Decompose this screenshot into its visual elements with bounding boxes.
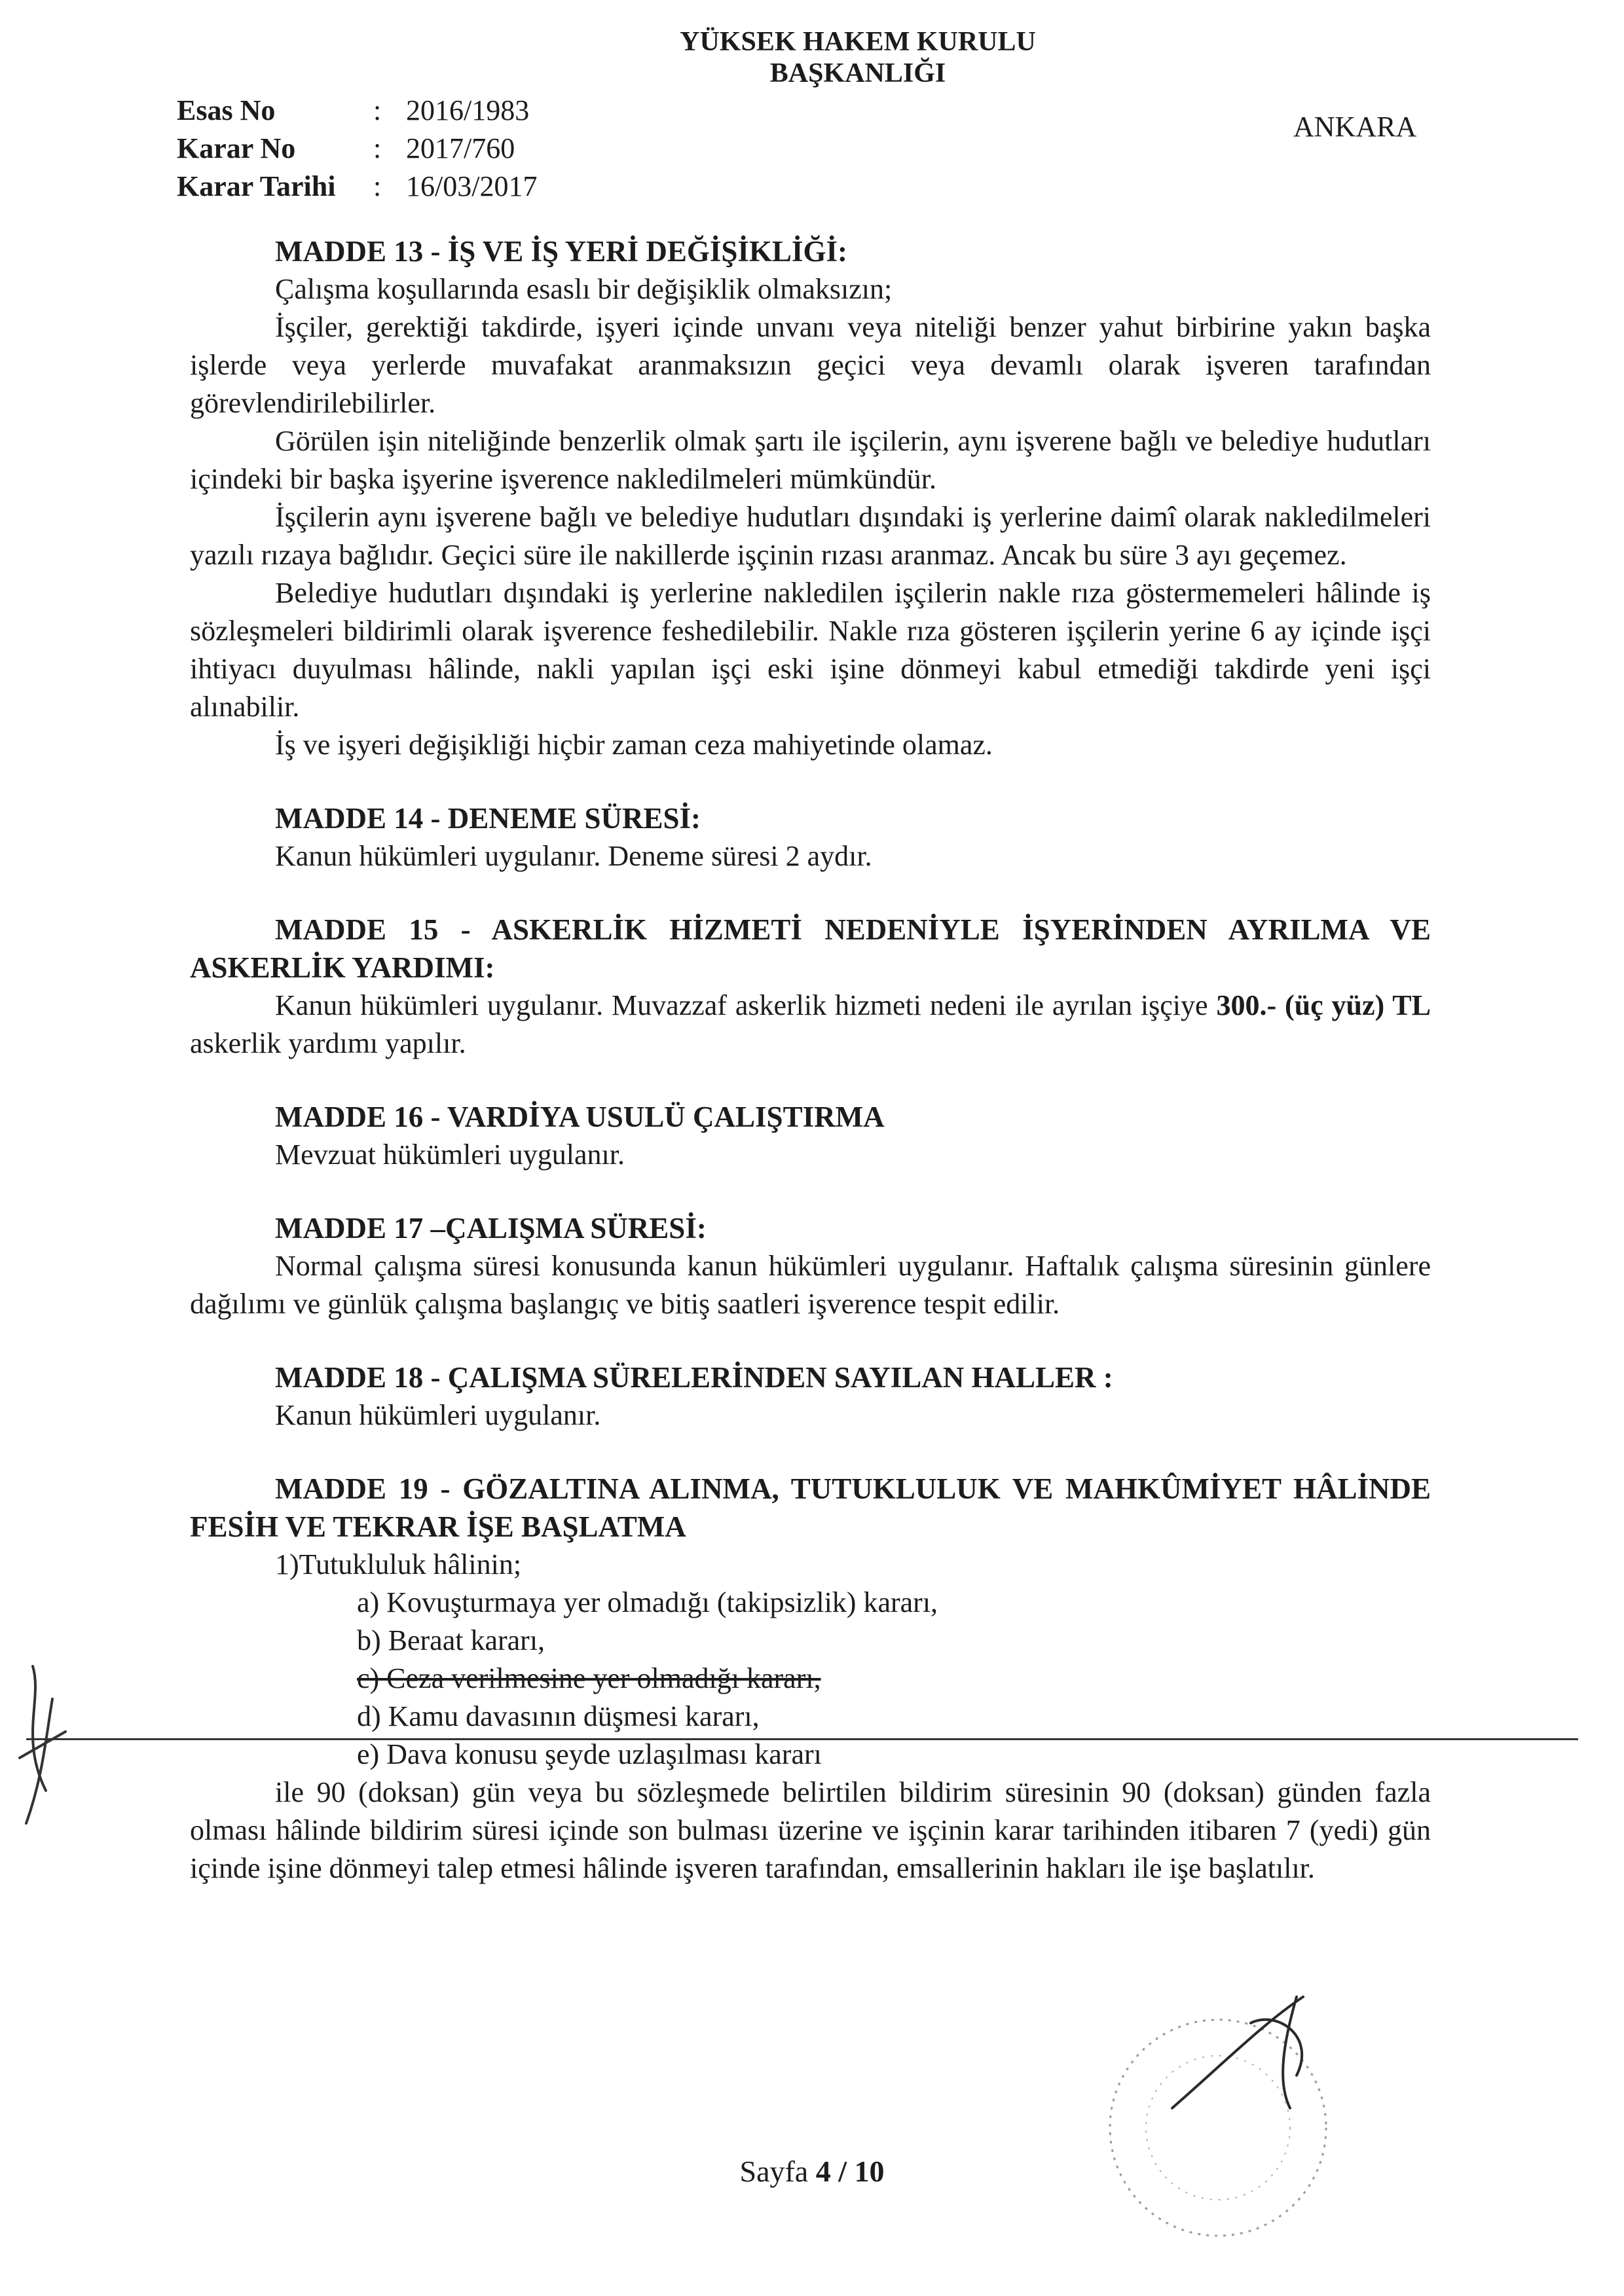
meta-value: 2017/760 xyxy=(406,132,515,164)
list-item: b) Beraat kararı, xyxy=(357,1624,545,1656)
official-stamp-signature-icon xyxy=(1080,1984,1362,2259)
meta-row-tarih xyxy=(177,168,537,206)
article-16 xyxy=(190,1098,1431,1174)
allowance-amount: 300.- (üç yüz) TL xyxy=(1216,989,1431,1021)
article-19-heading: MADDE 19 - GÖZALTINA ALINMA, TUTUKLULUK VE MAHKÛMİYET HÂLİNDE FESİH VE TEKRAR İŞE BAŞLATMA xyxy=(190,1472,1431,1543)
meta-separator: : xyxy=(373,170,382,202)
article-17 xyxy=(190,1209,1431,1323)
meta-row-karar xyxy=(177,130,537,168)
institution-name: YÜKSEK HAKEM KURULU xyxy=(680,27,1036,57)
list-item: d) Kamu davasının düşmesi kararı, xyxy=(357,1700,760,1732)
page-separator: / xyxy=(838,2155,847,2188)
meta-separator: : xyxy=(373,132,382,164)
article-14 xyxy=(190,799,1431,875)
paragraph: ile 90 (doksan) gün veya bu sözleşmede belirtilen bildirim süresinin 90 (doksan) günden fazla olması hâlinde bildirim süresi içinde son bulması üzerine ve işçinin karar tarihinden itibaren 7 (yedi) gün içinde işine dönmeyi talep etmesi hâlinde işveren tarafından, emsallerinin hakları ile işe başlatılır. xyxy=(190,1776,1431,1884)
page-indicator xyxy=(0,2154,1624,2189)
paragraph: 1)Tutukluluk hâlinin; xyxy=(275,1548,522,1580)
paragraph: İş ve işyeri değişikliği hiçbir zaman ceza mahiyetinde olamaz. xyxy=(275,729,993,761)
article-19 xyxy=(190,1470,1431,1887)
paragraph: Görülen işin niteliğinde benzerlik olmak şartı ile işçilerin, aynı işverene bağlı ve belediye hudutları içindeki bir başka işyerine işverence nakledilmeleri mümkündür. xyxy=(190,425,1431,495)
initials-signature-icon xyxy=(7,1660,79,1830)
city-label: ANKARA xyxy=(1293,111,1417,143)
meta-row-esas xyxy=(177,92,537,130)
article-13 xyxy=(190,232,1431,764)
paragraph: İşçilerin aynı işverene bağlı ve belediye hudutları dışındaki iş yerlerine daimî olarak nakledilmeleri yazılı rızaya bağlıdır. Geçici süre ile nakillerde işçinin rızası aranmaz. Ancak bu süre 3 ayı geçemez. xyxy=(190,501,1431,571)
text-run: askerlik yardımı yapılır. xyxy=(190,1027,466,1059)
article-15-heading: MADDE 15 - ASKERLİK HİZMETİ NEDENİYLE İŞYERİNDEN AYRILMA VE ASKERLİK YARDIMI: xyxy=(190,913,1431,984)
condition-list xyxy=(190,1584,1431,1774)
case-meta xyxy=(177,92,537,206)
meta-label: Esas No xyxy=(177,94,276,126)
list-item: e) Dava konusu şeyde uzlaşılması kararı xyxy=(357,1738,822,1770)
document-body xyxy=(190,232,1431,1887)
article-16-heading: MADDE 16 - VARDİYA USULÜ ÇALIŞTIRMA xyxy=(275,1101,885,1133)
article-18 xyxy=(190,1358,1431,1434)
article-18-heading: MADDE 18 - ÇALIŞMA SÜRELERİNDEN SAYILAN HALLER : xyxy=(275,1361,1113,1394)
institution-title xyxy=(602,26,1113,89)
article-14-heading: MADDE 14 - DENEME SÜRESİ: xyxy=(275,802,701,835)
handwritten-strike-line xyxy=(26,1738,1578,1740)
paragraph: Mevzuat hükümleri uygulanır. xyxy=(275,1139,625,1171)
meta-value: 2016/1983 xyxy=(406,94,530,126)
paragraph: Normal çalışma süresi konusunda kanun hükümleri uygulanır. Haftalık çalışma süresinin günlere dağılımı ve günlük çalışma başlangıç ve bitiş saatleri işverence tespit edilir. xyxy=(190,1250,1431,1320)
paragraph: Kanun hükümleri uygulanır. xyxy=(275,1399,601,1431)
page-current: 4 xyxy=(815,2155,831,2188)
paragraph: Belediye hudutları dışındaki iş yerlerine nakledilen işçilerin nakle rıza göstermemeleri hâlinde iş sözleşmeleri bildirimli olarak işverence feshedilebilir. Nakle rıza gösteren işçilerin yerine 6 ay içinde işçi ihtiyacı duyulması hâlinde, nakli yapılan işçi eski işine dönmeyi kabul etmediği takdirde yeni işçi alınabilir. xyxy=(190,577,1431,723)
meta-label: Karar No xyxy=(177,132,296,164)
article-17-heading: MADDE 17 –ÇALIŞMA SÜRESİ: xyxy=(275,1212,707,1245)
paragraph: Çalışma koşullarında esaslı bir değişiklik olmaksızın; xyxy=(275,273,893,305)
meta-value: 16/03/2017 xyxy=(406,170,538,202)
paragraph: Kanun hükümleri uygulanır. Deneme süresi 2 aydır. xyxy=(275,840,872,872)
paragraph: İşçiler, gerektiği takdirde, işyeri içinde unvanı veya niteliği benzer yahut birbirine yakın başka işlerde veya yerlerde muvafakat aranmaksızın geçici veya devamlı olarak işveren tarafından görevlendirilebilirler. xyxy=(190,311,1431,419)
list-item-struck: c) Ceza verilmesine yer olmadığı kararı, xyxy=(357,1662,821,1694)
list-item: a) Kovuşturmaya yer olmadığı (takipsizlik) kararı, xyxy=(357,1586,938,1618)
text-run: Kanun hükümleri uygulanır. Muvazzaf askerlik hizmeti nedeni ile ayrılan işçiye xyxy=(275,989,1217,1021)
page-label: Sayfa xyxy=(739,2155,809,2188)
article-13-heading: MADDE 13 - İŞ VE İŞ YERİ DEĞİŞİKLİĞİ: xyxy=(275,235,847,268)
paragraph xyxy=(190,987,1431,1063)
meta-label: Karar Tarihi xyxy=(177,170,336,202)
article-15 xyxy=(190,911,1431,1063)
page-total: 10 xyxy=(854,2155,885,2188)
institution-subtitle: BAŞKANLIĞI xyxy=(769,58,946,88)
meta-separator: : xyxy=(373,94,382,126)
